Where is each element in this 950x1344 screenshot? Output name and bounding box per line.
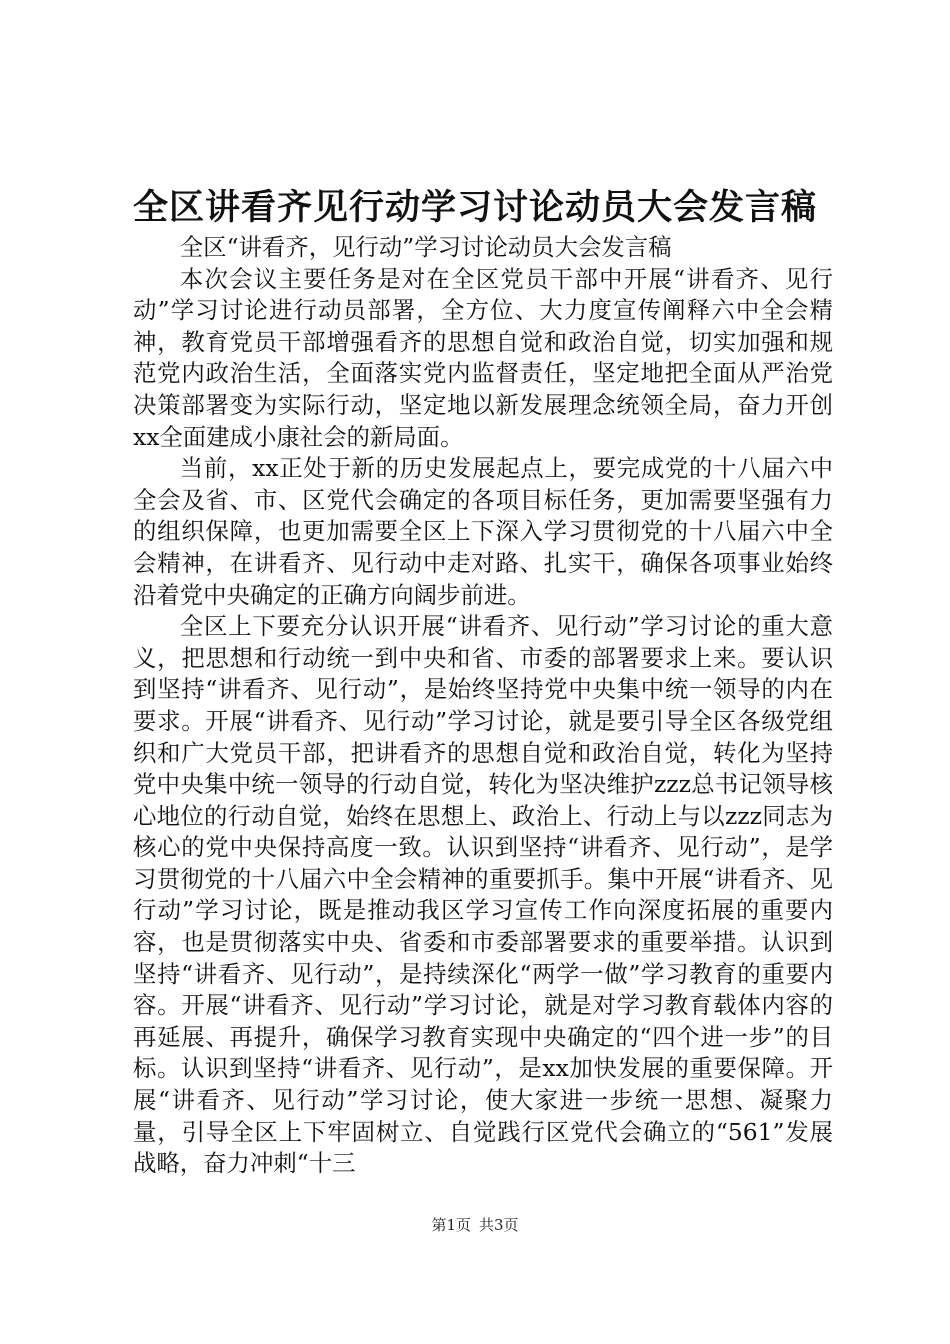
paragraph-subtitle: 全区“讲看齐，见行动”学习讨论动员大会发言稿	[179, 233, 672, 261]
document-body	[133, 232, 833, 1180]
page-footer	[0, 1215, 950, 1235]
document-title: 全区讲看齐见行动学习讨论动员大会发言稿	[132, 187, 817, 228]
paragraph: 本次会议主要任务是对在全区党员干部中开展“讲看齐、见行动”学习讨论进行动员部署，全方位、大力度宣传阐释六中全会精神，教育党员干部增强看齐的思想自觉和政治自觉，切实加强和规范党内政治生活，全面落实党内监督责任，坚定地把全面从严治党决策部署变为实际行动，坚定地以新发展理念统领全局，奋力开创xx全面建成小康社会的新局面。	[133, 264, 833, 451]
page-total: 共3页	[479, 1216, 519, 1234]
page-number: 第1页	[431, 1216, 471, 1234]
paragraph: 当前，xx正处于新的历史发展起点上，要完成党的十八届六中全会及省、市、区党代会确定的各项目标任务，更加需要坚强有力的组织保障，也更加需要全区上下深入学习贯彻党的十八届六中全会精神，在讲看齐、见行动中走对路、扎实干，确保各项事业始终沿着党中央确定的正确方向阔步前进。	[133, 454, 833, 609]
paragraph: 全区上下要充分认识开展“讲看齐、见行动”学习讨论的重大意义，把思想和行动统一到中央和省、市委的部署要求上来。要认识到坚持“讲看齐、见行动”，是始终坚持党中央集中统一领导的内在要求。开展“讲看齐、见行动”学习讨论，就是要引导全区各级党组织和广大党员干部，把讲看齐的思想自觉和政治自觉，转化为坚持党中央集中统一领导的行动自觉，转化为坚决维护zzz总书记领导核心地位的行动自觉，始终在思想上、政治上、行动上与以zzz同志为核心的党中央保持高度一致。认识到坚持“讲看齐、见行动”，是学习贯彻党的十八届六中全会精神的重要抓手。集中开展“讲看齐、见行动”学习讨论，既是推动我区学习宣传工作向深度拓展的重要内容，也是贯彻落实中央、省委和市委部署要求的重要举措。认识到坚持“讲看齐、见行动”，是持续深化“两学一做”学习教育的重要内容。开展“讲看齐、见行动”学习讨论，就是对学习教育载体内容的再延展、再提升，确保学习教育实现中央确定的“四个进一步”的目标。认识到坚持“讲看齐、见行动”，是xx加快发展的重要保障。开展“讲看齐、见行动”学习讨论，使大家进一步统一思想、凝聚力量，引导全区上下牢固树立、自觉践行区党代会确立的“561”发展战略，奋力冲刺“十三	[133, 612, 833, 1178]
